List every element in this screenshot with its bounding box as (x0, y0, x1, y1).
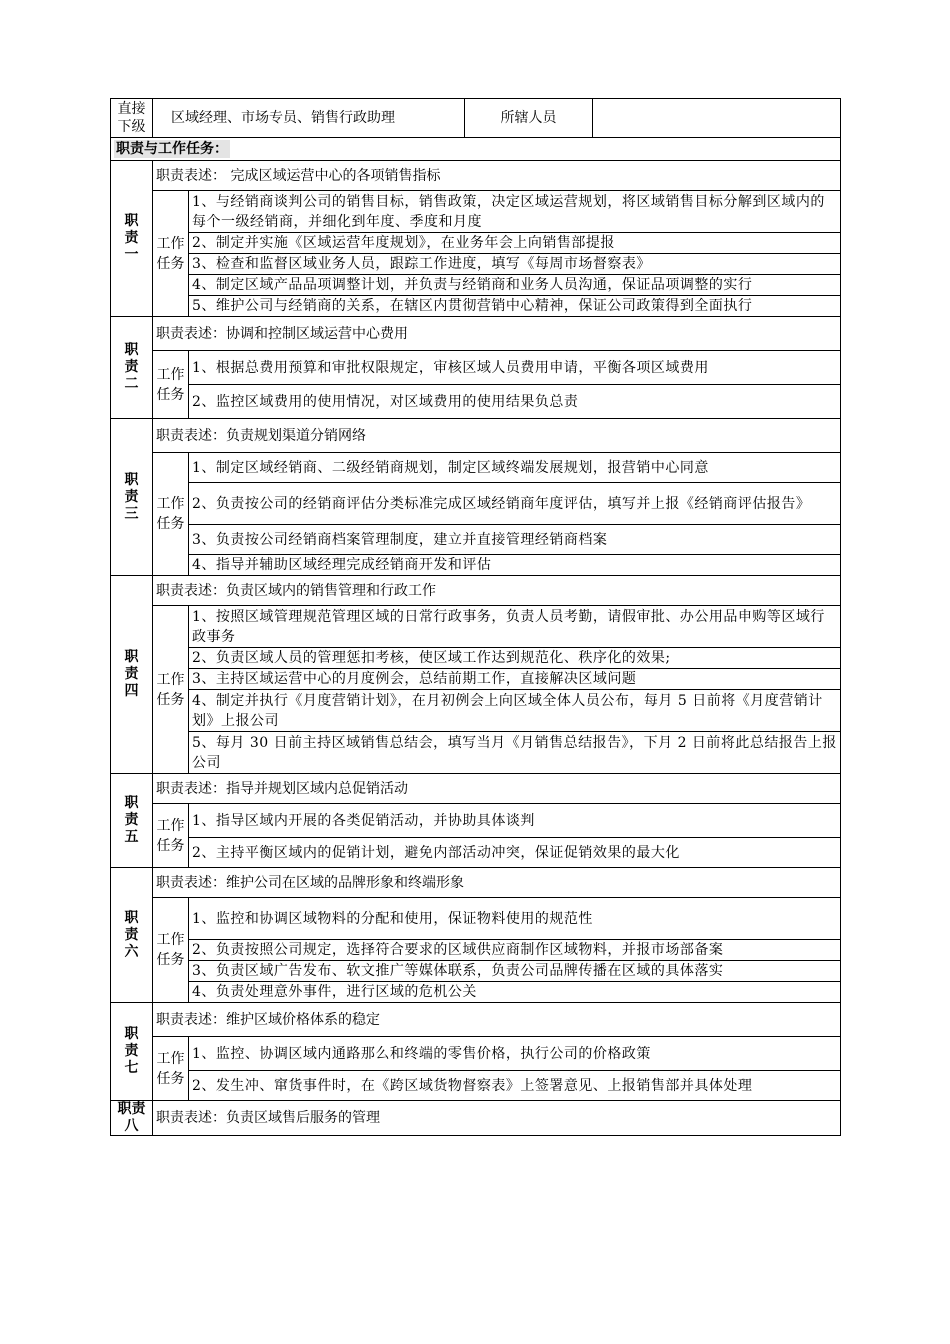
duty-1-task-row (111, 254, 841, 275)
duty-3-task-1: 1、制定区域经销商、二级经销商规划，制定区域终端发展规划，报营销中心同意 (189, 453, 841, 483)
duty-1-task-label: 工作任务 (153, 191, 189, 317)
duty-5-task-row (111, 804, 841, 838)
duty-1-description: 职责表述： 完成区域运营中心的各项销售指标 (153, 161, 841, 191)
duty-1-description-row (111, 161, 841, 191)
duty-4-description: 职责表述：负责区域内的销售管理和行政工作 (153, 576, 841, 606)
duty-7-description-row (111, 1003, 841, 1037)
duty-6-task-3: 3、负责区域广告发布、软文推广等媒体联系，负责公司品牌传播在区域的具体落实 (189, 961, 841, 982)
duty-5-task-2: 2、主持平衡区域内的促销计划，避免内部活动冲突，保证促销效果的最大化 (189, 838, 841, 868)
duty-2-description-row (111, 317, 841, 351)
duty-7-label: 职责七 (111, 1003, 153, 1101)
direct-subordinate-value: 区域经理、市场专员、销售行政助理 (153, 99, 465, 138)
duty-7-task-label: 工作任务 (153, 1037, 189, 1101)
duty-3-description: 职责表述：负责规划渠道分销网络 (153, 419, 841, 453)
duty-4-task-3: 3、主持区域运营中心的月度例会，总结前期工作，直接解决区域问题 (189, 669, 841, 690)
duty-3-task-row (111, 555, 841, 576)
duty-2-task-row (111, 351, 841, 385)
duty-3-description-row (111, 419, 841, 453)
duty-4-task-1: 1、按照区域管理规范管理区域的日常行政事务，负责人员考勤，请假审批、办公用品申购等区域行政事务 (189, 606, 841, 648)
duty-1-task-5: 5、维护公司与经销商的关系，在辖区内贯彻营销中心精神，保证公司政策得到全面执行 (189, 296, 841, 317)
duty-6-task-row (111, 940, 841, 961)
duty-1-task-2: 2、制定并实施《区域运营年度规划》，在业务年会上向销售部提报 (189, 233, 841, 254)
section-title: 职责与工作任务： (111, 138, 841, 161)
duty-5-task-row (111, 838, 841, 868)
duty-8-label: 职责八 (111, 1101, 153, 1136)
duty-4-task-label: 工作任务 (153, 606, 189, 774)
duty-1-task-row (111, 296, 841, 317)
duty-7-task-2: 2、发生冲、窜货事件时，在《跨区域货物督察表》上签署意见、上报销售部并具体处理 (189, 1071, 841, 1101)
duty-2-task-row (111, 385, 841, 419)
subordinates-label: 所辖人员 (465, 99, 593, 138)
duty-2-task-1: 1、根据总费用预算和审批权限规定，审核区域人员费用申请，平衡各项区域费用 (189, 351, 841, 385)
duty-1-task-3: 3、检查和监督区域业务人员，跟踪工作进度，填写《每周市场督察表》 (189, 254, 841, 275)
duty-3-label: 职责三 (111, 419, 153, 576)
duty-6-label: 职责六 (111, 868, 153, 1003)
duty-8-description: 职责表述：负责区域售后服务的管理 (153, 1101, 841, 1136)
duty-2-task-label: 工作任务 (153, 351, 189, 419)
duty-7-description: 职责表述：维护区域价格体系的稳定 (153, 1003, 841, 1037)
duty-3-task-2: 2、负责按公司的经销商评估分类标准完成区域经销商年度评估，填写并上报《经销商评估报告》 (189, 483, 841, 525)
direct-subordinate-label: 直接下级 (111, 99, 153, 138)
duty-1-label: 职责一 (111, 161, 153, 317)
duty-4-task-row (111, 690, 841, 732)
duty-2-description: 职责表述：协调和控制区域运营中心费用 (153, 317, 841, 351)
duty-5-task-1: 1、指导区域内开展的各类促销活动，并协助具体谈判 (189, 804, 841, 838)
duty-4-task-row (111, 669, 841, 690)
duty-1-task-row (111, 275, 841, 296)
duty-5-description: 职责表述：指导并规划区域内总促销活动 (153, 774, 841, 804)
duty-3-task-4: 4、指导并辅助区域经理完成经销商开发和评估 (189, 555, 841, 576)
duty-1-task-row (111, 191, 841, 233)
subordinates-value (593, 99, 841, 138)
duty-1-task-row (111, 233, 841, 254)
duty-3-task-row (111, 453, 841, 483)
duty-4-task-row (111, 606, 841, 648)
duty-6-description-row (111, 868, 841, 898)
job-description-document (110, 98, 840, 1136)
duty-2-label: 职责二 (111, 317, 153, 419)
duty-5-description-row (111, 774, 841, 804)
duty-8-description-row (111, 1101, 841, 1136)
section-title-row (111, 138, 841, 161)
duty-6-task-2: 2、负责按照公司规定，选择符合要求的区域供应商制作区域物料，并报市场部备案 (189, 940, 841, 961)
duty-6-task-1: 1、监控和协调区域物料的分配和使用，保证物料使用的规范性 (189, 898, 841, 940)
duty-3-task-row (111, 483, 841, 525)
duty-5-task-label: 工作任务 (153, 804, 189, 868)
duty-4-description-row (111, 576, 841, 606)
duty-7-task-row (111, 1037, 841, 1071)
duty-6-task-row (111, 982, 841, 1003)
duties-table (110, 98, 841, 1136)
duty-4-task-4: 4、制定并执行《月度营销计划》，在月初例会上向区域全体人员公布，每月 5 日前将《月度营销计划》上报公司 (189, 690, 841, 732)
duty-6-description: 职责表述：维护公司在区域的品牌形象和终端形象 (153, 868, 841, 898)
duty-1-task-1: 1、与经销商谈判公司的销售目标，销售政策，决定区域运营规划，将区域销售目标分解到区域内的每个一级经销商，并细化到年度、季度和月度 (189, 191, 841, 233)
duty-4-label: 职责四 (111, 576, 153, 774)
duty-1-task-4: 4、制定区域产品品项调整计划，并负责与经销商和业务人员沟通，保证品项调整的实行 (189, 275, 841, 296)
duty-7-task-row (111, 1071, 841, 1101)
duty-5-label: 职责五 (111, 774, 153, 868)
duty-3-task-label: 工作任务 (153, 453, 189, 576)
duty-6-task-4: 4、负责处理意外事件，进行区域的危机公关 (189, 982, 841, 1003)
duty-4-task-5: 5、每月 30 日前主持区域销售总结会，填写当月《月销售总结报告》，下月 2 日前将此总结报告上报公司 (189, 732, 841, 774)
duty-6-task-row (111, 961, 841, 982)
duty-6-task-row (111, 898, 841, 940)
duty-4-task-row (111, 648, 841, 669)
duty-7-task-1: 1、监控、协调区域内通路那么和终端的零售价格，执行公司的价格政策 (189, 1037, 841, 1071)
duty-3-task-row (111, 525, 841, 555)
duty-6-task-label: 工作任务 (153, 898, 189, 1003)
duty-2-task-2: 2、监控区域费用的使用情况，对区域费用的使用结果负总责 (189, 385, 841, 419)
duty-4-task-row (111, 732, 841, 774)
duty-4-task-2: 2、负责区域人员的管理惩扣考核，使区域工作达到规范化、秩序化的效果; (189, 648, 841, 669)
duty-3-task-3: 3、负责按公司经销商档案管理制度，建立并直接管理经销商档案 (189, 525, 841, 555)
header-row (111, 99, 841, 138)
